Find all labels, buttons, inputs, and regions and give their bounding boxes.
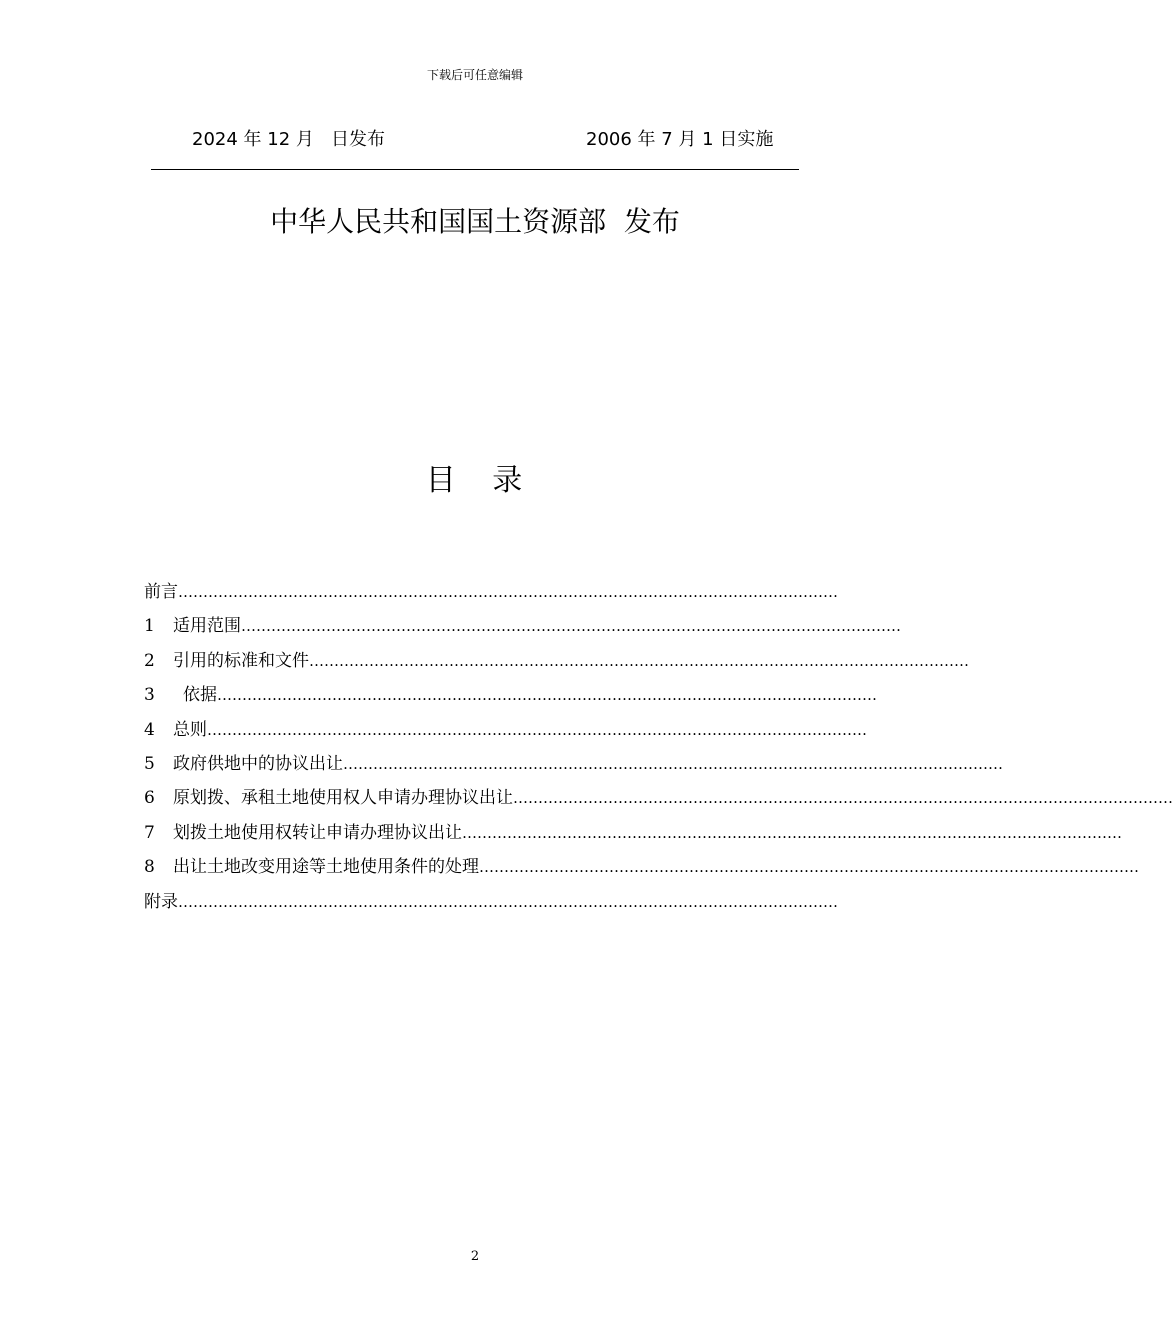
toc-number: 8 bbox=[144, 857, 155, 878]
toc-number: 4 bbox=[144, 719, 155, 740]
toc-entry-7[interactable] bbox=[144, 820, 1122, 854]
toc-title: 目 录 bbox=[425, 463, 525, 498]
toc-entry-1[interactable] bbox=[144, 613, 901, 647]
toc-number: 3 bbox=[144, 685, 155, 706]
toc-entry-appendix[interactable] bbox=[144, 889, 838, 923]
toc-leader: …………………………………………………………………………………………………………………… bbox=[241, 617, 901, 636]
toc-entry-4[interactable] bbox=[144, 717, 867, 751]
toc-entry-5[interactable] bbox=[144, 751, 1003, 785]
toc-label: 原划拨、承租土地使用权人申请办理协议出让 bbox=[173, 788, 513, 809]
toc-entry-2[interactable] bbox=[144, 648, 969, 682]
publisher-line: 中华人民共和国国土资源部 发布 bbox=[270, 205, 680, 238]
table-of-contents bbox=[144, 579, 1173, 923]
toc-label: 政府供地中的协议出让 bbox=[173, 753, 343, 774]
toc-leader: …………………………………………………………………………………………………………………… bbox=[217, 686, 877, 705]
toc-number: 1 bbox=[144, 616, 155, 637]
toc-leader: …………………………………………………………………………………………………………………… bbox=[178, 892, 838, 911]
effective-date: 2006 年 7 月 1 日实施 bbox=[586, 129, 774, 150]
toc-leader: …………………………………………………………………………………………………………………… bbox=[207, 720, 867, 739]
toc-number: 2 bbox=[144, 650, 155, 671]
toc-label: 依据 bbox=[183, 685, 217, 706]
toc-label: 出让土地改变用途等土地使用条件的处理 bbox=[173, 857, 479, 878]
toc-label: 附录 bbox=[144, 891, 178, 912]
toc-number: 7 bbox=[144, 822, 155, 843]
toc-number: 6 bbox=[144, 788, 155, 809]
header-note: 下载后可任意编辑 bbox=[426, 68, 523, 82]
toc-entry-3[interactable] bbox=[144, 682, 877, 716]
toc-label: 划拨土地使用权转让申请办理协议出让 bbox=[173, 822, 462, 843]
toc-label: 适用范围 bbox=[173, 616, 241, 637]
toc-entry-6[interactable] bbox=[144, 785, 1173, 819]
toc-label: 前言 bbox=[144, 582, 178, 602]
toc-entry-preface[interactable] bbox=[144, 579, 838, 613]
toc-label: 总则 bbox=[173, 719, 207, 740]
toc-leader: …………………………………………………………………………………………………………………… bbox=[462, 823, 1122, 842]
header-rule bbox=[151, 169, 799, 170]
publish-date: 2024 年 12 月 日发布 bbox=[192, 129, 386, 150]
page-number: 2 bbox=[470, 1249, 480, 1264]
toc-number: 5 bbox=[144, 753, 155, 774]
toc-leader: …………………………………………………………………………………………………………………… bbox=[178, 583, 838, 601]
toc-label: 引用的标准和文件 bbox=[173, 650, 309, 671]
toc-leader: …………………………………………………………………………………………………………………… bbox=[309, 651, 969, 670]
toc-leader: …………………………………………………………………………………………………………………… bbox=[479, 858, 1139, 877]
toc-leader: …………………………………………………………………………………………………………………… bbox=[343, 754, 1003, 773]
toc-entry-8[interactable] bbox=[144, 854, 1139, 888]
toc-leader: …………………………………………………………………………………………………………………… bbox=[513, 789, 1173, 808]
